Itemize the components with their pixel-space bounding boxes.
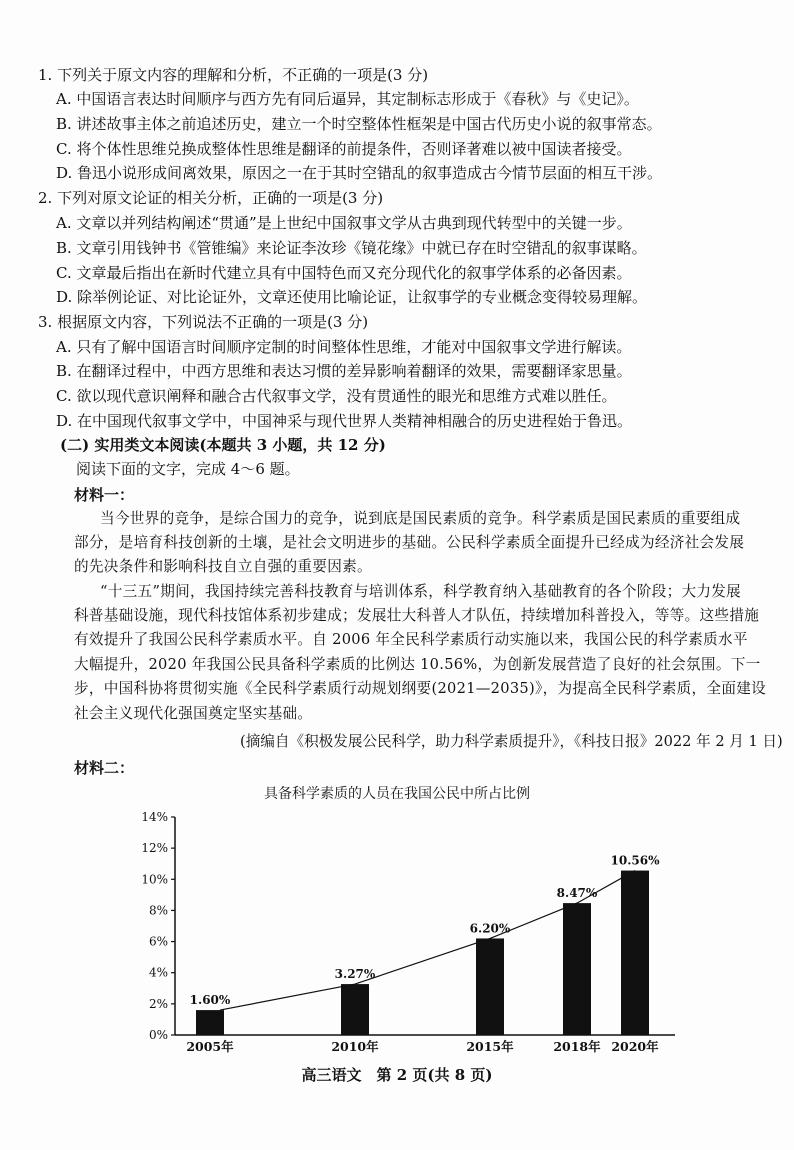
material-1-source: (摘编自《积极发展公民科学，助力科学素质提升》，《科技日报》2022 年 2 月 1 日) — [240, 733, 783, 750]
material-1-p2-line: 社会主义现代化强国奠定坚实基础。 — [74, 705, 313, 722]
question-2-option-d: D. 除举例论证、对比论证外，文章还使用比喻论证，让叙事学的专业概念变得较易理解。 — [56, 288, 648, 306]
question-2-option-b: B. 文章引用钱钟书《管锥编》来论证李汝珍《镜花缘》中就已存在时空错乱的叙事谋略。 — [56, 239, 647, 257]
bar-chart — [130, 805, 690, 1055]
bar — [196, 1010, 224, 1035]
material-1-p2-line: 科普基础设施，现代科技馆体系初步建成；发展壮大科普人才队伍，持续增加科普投入，等等。这些措施 — [74, 607, 760, 624]
bar — [476, 938, 504, 1035]
bar — [563, 903, 591, 1035]
section-2-instruction: 阅读下面的文字，完成 4～6 题。 — [76, 460, 300, 478]
question-3-option-c: C. 欲以现代意识阐释和融合古代叙事文学，没有贯通性的眼光和思维方式难以胜任。 — [56, 387, 617, 405]
material-1-p1-line: 当今世界的竞争，是综合国力的竞争，说到底是国民素质的竞争。科学素质是国民素质的重要组成 — [100, 510, 741, 527]
y-tick-label: 10% — [141, 872, 168, 887]
y-tick-label: 4% — [148, 965, 168, 980]
question-1-option-a: A. 中国语言表达时间顺序与西方先有同后逼异，其定制标志形成于《春秋》与《史记》。 — [56, 90, 639, 108]
data-label: 6.20% — [469, 921, 511, 936]
x-tick-label: 2005年 — [186, 1039, 234, 1054]
section-2-title: (二) 实用类文本阅读(本题共 3 小题，共 12 分) — [60, 436, 386, 454]
bar — [621, 871, 649, 1035]
y-tick-label: 14% — [141, 810, 168, 824]
chart-title: 具备科学素质的人员在我国公民中所占比例 — [264, 786, 530, 802]
y-tick-label: 2% — [148, 996, 168, 1011]
question-3-option-a: A. 只有了解中国语言时间顺序定制的时间整体性思维，才能对中国叙事文学进行解读。 — [56, 338, 632, 356]
material-1-p2-line: “十三五”期间，我国持续完善科技教育与培训体系，科学教育纳入基础教育的各个阶段；大力发展 — [100, 583, 742, 600]
material-1-p2-line: 大幅提升，2020 年我国公民具备科学素质的比例达 10.56%，为创新发展营造了良好的社会氛围。下一 — [74, 656, 761, 673]
material-1-p2-line: 有效提升了我国公民科学素质水平。自 2006 年全民科学素质行动实施以来，我国公民的科学素质水平 — [74, 631, 748, 648]
material-1-label: 材料一： — [74, 486, 135, 504]
question-2-stem: 2. 下列对原文论证的相关分析，正确的一项是(3 分) — [38, 189, 384, 207]
question-1-option-d: D. 鲁迅小说形成间离效果，原因之一在于其时空错乱的叙事造成古今情节层面的相互干涉。 — [56, 164, 663, 182]
data-label: 10.56% — [610, 853, 660, 868]
question-1-stem: 1. 下列关于原文内容的理解和分析，不正确的一项是(3 分) — [38, 66, 429, 84]
question-2-option-c: C. 文章最后指出在新时代建立具有中国特色而又充分现代化的叙事学体系的必备因素。 — [56, 264, 632, 282]
question-3-stem: 3. 根据原文内容，下列说法不正确的一项是(3 分) — [38, 313, 369, 331]
material-1-p1-line: 的先决条件和影响科技自立自强的重要因素。 — [74, 558, 372, 575]
question-2-option-a: A. 文章以并列结构阐述“贯通”是上世纪中国叙事文学从古典到现代转型中的关键一步。 — [56, 214, 632, 232]
question-3-option-b: B. 在翻译过程中，中西方思维和表达习惯的差异影响着翻译的效果，需要翻译家思量。 — [56, 362, 632, 380]
x-tick-label: 2010年 — [331, 1039, 379, 1054]
question-1-option-c: C. 将个体性思维兑换成整体性思维是翻译的前提条件，否则译著难以被中国读者接受。 — [56, 140, 632, 158]
y-tick-label: 8% — [148, 903, 168, 918]
data-label: 8.47% — [556, 886, 598, 901]
question-3-option-d: D. 在中国现代叙事文学中，中国神采与现代世界人类精神相融合的历史进程始于鲁迅。 — [56, 412, 633, 430]
data-label: 1.60% — [189, 993, 231, 1008]
question-1-option-b: B. 讲述故事主体之前追述历史，建立一个时空整体性框架是中国古代历史小说的叙事常态。 — [56, 115, 662, 133]
x-tick-label: 2015年 — [466, 1039, 514, 1054]
y-tick-label: 6% — [148, 934, 168, 949]
material-2-label: 材料二： — [74, 759, 135, 777]
x-tick-label: 2018年 — [553, 1039, 601, 1054]
y-tick-label: 0% — [148, 1028, 168, 1042]
material-1-p2-line: 步，中国科协将贯彻实施《全民科学素质行动规划纲要(2021—2035)》，为提高全民科学素质，全面建设 — [74, 680, 767, 697]
x-tick-label: 2020年 — [611, 1039, 659, 1054]
page-footer: 高三语文 第 2 页(共 8 页) — [301, 1066, 493, 1084]
material-1-p1-line: 部分，是培育科技创新的土壤，是社会文明进步的基础。公民科学素质全面提升已经成为经济社会发展 — [74, 534, 745, 551]
y-tick-label: 12% — [141, 841, 168, 856]
bar — [341, 984, 369, 1035]
data-label: 3.27% — [334, 967, 376, 982]
